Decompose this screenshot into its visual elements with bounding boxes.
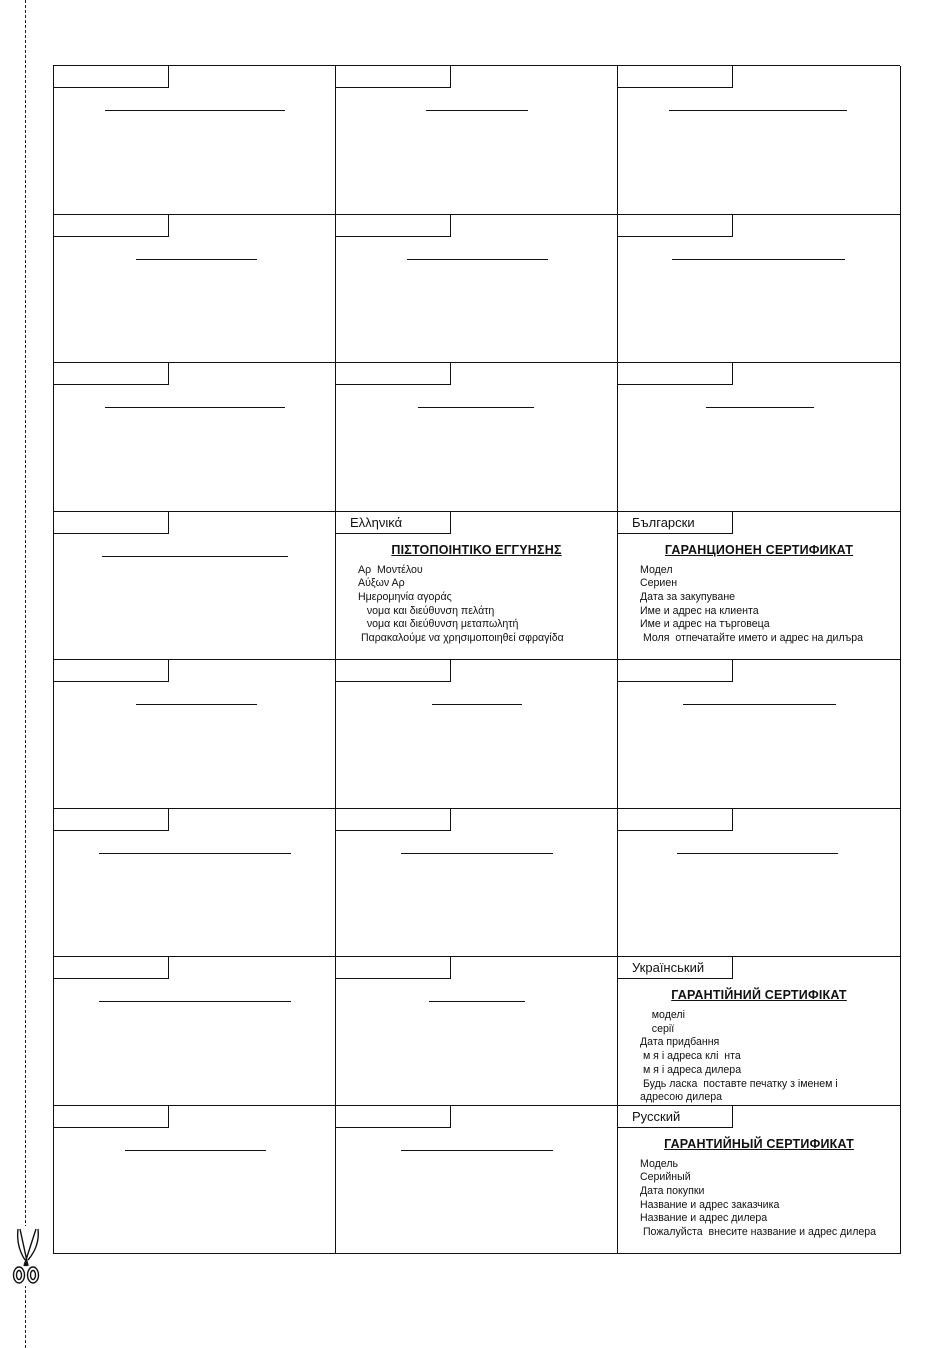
title-underline	[125, 1150, 266, 1151]
certificate-field-label: Модель	[640, 1157, 679, 1170]
certificate-field-label: νομα και διεύθυνση πελάτη	[358, 604, 495, 617]
certificate-title: ГАРАНТИЙНЫЙ СЕРТИФИКАТ	[664, 1136, 854, 1151]
language-tab	[336, 215, 451, 237]
certificate-field-label: Будь ласка поставте печатку з іменем і	[640, 1077, 838, 1090]
title-underline	[407, 259, 548, 260]
title-underline	[677, 853, 838, 854]
certificate-title: ΠΙΣΤΟΠΟΙΗΤΙΚΟ ΕΓΓΥΗΣΗΣ	[391, 542, 562, 557]
title-underline	[401, 1150, 553, 1151]
language-tab	[54, 1106, 169, 1128]
blank-certificate-cell	[54, 66, 336, 215]
title-underline	[429, 1001, 525, 1002]
warranty-certificate-cell	[336, 512, 618, 661]
certificate-field-label: Ημερομηνία αγοράς	[358, 590, 452, 603]
certificate-field-label: Моля отпечатайте името и адрес на дилъра	[640, 632, 864, 645]
blank-certificate-cell	[54, 363, 336, 512]
certificate-title: ГАРАНТІЙНИЙ СЕРТИФІКАТ	[671, 988, 847, 1002]
warranty-certificate-cell	[618, 1106, 901, 1255]
certificate-field-label: Дата покупки	[640, 1184, 705, 1197]
scissors-icon	[8, 1226, 44, 1286]
title-underline	[105, 407, 285, 408]
language-tab	[618, 66, 733, 88]
certificate-fields	[640, 1158, 894, 1240]
certificate-field-label: Пожалуйста внесите название и адрес дилера	[640, 1226, 877, 1239]
warranty-card-grid	[53, 65, 900, 1254]
certificate-fields	[640, 1009, 894, 1105]
blank-certificate-cell	[336, 1106, 618, 1255]
blank-certificate-cell	[336, 363, 618, 512]
blank-certificate-cell	[618, 660, 901, 809]
blank-certificate-cell	[618, 363, 901, 512]
title-underline	[706, 407, 814, 408]
language-tab	[618, 215, 733, 237]
blank-certificate-cell	[54, 660, 336, 809]
blank-certificate-cell	[336, 957, 618, 1106]
title-underline	[102, 556, 288, 557]
language-tab: Русский	[618, 1106, 733, 1128]
language-tab: Ελληνικά	[336, 512, 451, 534]
certificate-field-label: Дата за закупуване	[640, 590, 736, 603]
blank-certificate-cell	[336, 215, 618, 364]
blank-certificate-cell	[336, 660, 618, 809]
blank-certificate-cell	[54, 1106, 336, 1255]
certificate-field-label: серії	[640, 1022, 675, 1035]
certificate-field-label: Παρακαλούμε να χρησιμοποιηθεί σφραγίδα	[358, 632, 564, 645]
language-tab	[54, 957, 169, 979]
certificate-fields	[358, 564, 611, 646]
certificate-field-label: моделі	[640, 1009, 685, 1021]
title-underline	[401, 853, 553, 854]
language-tab	[336, 1106, 451, 1128]
language-tab	[618, 363, 733, 385]
language-tab	[54, 66, 169, 88]
certificate-field-label: адресою дилера	[640, 1091, 723, 1104]
language-tab	[54, 512, 169, 534]
language-tab	[336, 957, 451, 979]
certificate-field-label: Αύξων Αρ	[358, 577, 405, 590]
title-underline	[426, 110, 528, 111]
title-underline	[672, 259, 845, 260]
cut-line	[25, 0, 26, 1348]
warranty-certificate-cell	[618, 957, 901, 1106]
certificate-field-label: Сериен	[640, 577, 678, 590]
title-underline	[683, 704, 836, 705]
warranty-certificate-cell	[618, 512, 901, 661]
title-underline	[432, 704, 522, 705]
title-underline	[136, 704, 257, 705]
blank-certificate-cell	[336, 809, 618, 958]
certificate-field-label: Име и адрес на клиента	[640, 604, 759, 617]
language-tab	[618, 809, 733, 831]
certificate-field-label: Название и адрес дилера	[640, 1212, 768, 1225]
language-tab	[336, 660, 451, 682]
certificate-field-label: м я і адреса дилера	[640, 1063, 742, 1076]
language-tab	[336, 809, 451, 831]
blank-certificate-cell	[336, 66, 618, 215]
blank-certificate-cell	[54, 215, 336, 364]
blank-certificate-cell	[54, 957, 336, 1106]
title-underline	[105, 110, 285, 111]
language-tab	[618, 660, 733, 682]
certificate-title: ГАРАНЦИОНЕН СЕРТИФИКАТ	[664, 542, 854, 557]
title-underline	[418, 407, 534, 408]
language-tab	[336, 363, 451, 385]
title-underline	[99, 1001, 291, 1002]
certificate-field-label: Αρ Μοντέλου	[358, 563, 423, 576]
language-tab	[336, 66, 451, 88]
blank-certificate-cell	[618, 215, 901, 364]
certificate-field-label: Название и адрес заказчика	[640, 1198, 780, 1211]
certificate-field-label: Модел	[640, 563, 673, 576]
certificate-field-label: νομα και διεύθυνση μεταπωλητή	[358, 618, 519, 631]
language-tab	[54, 363, 169, 385]
language-tab	[54, 809, 169, 831]
blank-certificate-cell	[54, 512, 336, 661]
title-underline	[669, 110, 847, 111]
language-tab	[54, 660, 169, 682]
blank-certificate-cell	[54, 809, 336, 958]
language-tab	[54, 215, 169, 237]
certificate-field-label: Серийный	[640, 1171, 691, 1184]
certificate-field-label: м я і адреса клі нта	[640, 1050, 741, 1063]
language-tab: Български	[618, 512, 733, 534]
certificate-field-label: Дата придбання	[640, 1036, 720, 1049]
certificate-fields	[640, 564, 894, 646]
blank-certificate-cell	[618, 809, 901, 958]
language-tab: Український	[618, 957, 733, 979]
blank-certificate-cell	[618, 66, 901, 215]
title-underline	[99, 853, 291, 854]
title-underline	[136, 259, 257, 260]
certificate-field-label: Име и адрес на търговеца	[640, 618, 770, 631]
